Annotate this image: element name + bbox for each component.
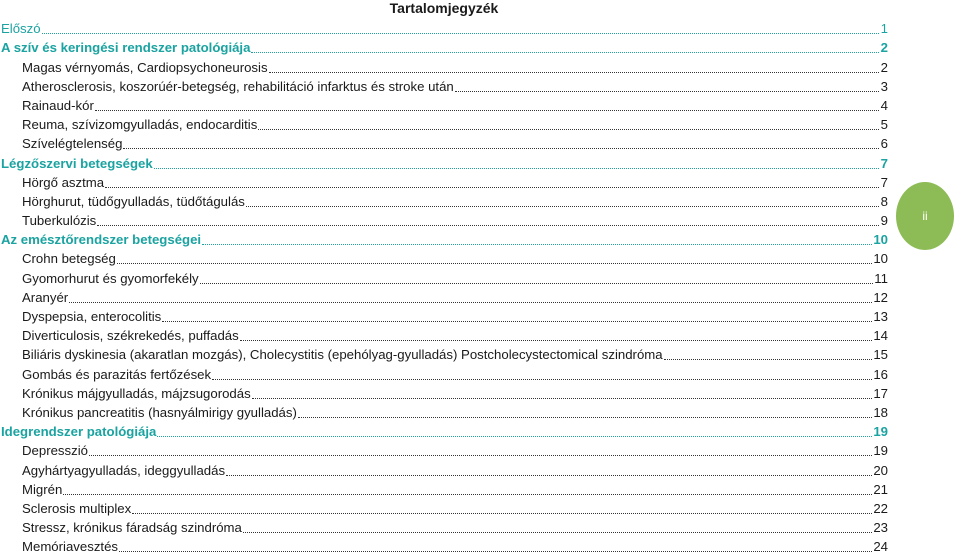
toc-entry-page: 2 bbox=[880, 40, 888, 56]
dot-leader bbox=[246, 204, 879, 207]
dot-leader bbox=[97, 223, 879, 226]
toc-entry[interactable] bbox=[0, 114, 888, 133]
toc-entry-page: 5 bbox=[880, 117, 888, 133]
toc-entry[interactable] bbox=[0, 440, 888, 459]
toc-entry-label: Migrén bbox=[22, 481, 63, 497]
toc-entry-label: Sclerosis multiplex bbox=[22, 500, 132, 516]
toc-entry[interactable] bbox=[0, 498, 888, 517]
toc-entry-page: 23 bbox=[873, 520, 888, 536]
toc-entry[interactable] bbox=[0, 536, 888, 555]
toc-entry-label: Memóriavesztés bbox=[22, 539, 119, 555]
toc-entry[interactable] bbox=[0, 172, 888, 191]
toc-entry-label: A szív és keringési rendszer patológiája bbox=[1, 40, 251, 56]
dot-leader bbox=[258, 127, 879, 130]
toc-entry-label: Dyspepsia, enterocolitis bbox=[22, 309, 162, 324]
toc-entry[interactable] bbox=[0, 133, 888, 152]
dot-leader bbox=[269, 70, 879, 73]
toc-entry-page: 4 bbox=[880, 97, 888, 113]
toc-entry-label: Hörgő asztma bbox=[22, 174, 105, 190]
toc-entry[interactable] bbox=[0, 479, 888, 498]
dot-leader bbox=[69, 300, 872, 303]
dot-leader bbox=[226, 473, 872, 476]
toc-entry-page: 12 bbox=[873, 289, 888, 305]
toc-entry[interactable] bbox=[0, 325, 888, 344]
toc-entry[interactable] bbox=[0, 18, 888, 37]
toc-entry-page: 7 bbox=[880, 155, 888, 171]
dot-leader bbox=[162, 319, 872, 322]
dot-leader bbox=[89, 453, 872, 456]
toc-entry-page: 18 bbox=[873, 404, 888, 420]
dot-leader bbox=[157, 434, 872, 437]
toc-entry-page: 24 bbox=[873, 539, 888, 555]
toc-entry[interactable] bbox=[0, 363, 888, 382]
toc-entry-label: Gyomorhurut és gyomorfekély bbox=[22, 270, 199, 286]
dot-leader bbox=[455, 89, 879, 92]
dot-leader bbox=[240, 338, 873, 341]
dot-leader bbox=[154, 166, 879, 169]
toc-entry-label: Aranyér bbox=[22, 289, 69, 305]
toc-entry-label: Crohn betegség bbox=[22, 251, 116, 267]
dot-leader bbox=[202, 242, 872, 245]
toc-entry-page: 6 bbox=[880, 136, 888, 152]
toc-entry-page: 16 bbox=[873, 366, 888, 382]
toc-entry[interactable] bbox=[0, 402, 888, 421]
toc-entry-page: 3 bbox=[880, 78, 888, 94]
table-of-contents bbox=[0, 18, 888, 555]
toc-entry-label: Hörghurut, tüdőgyulladás, tüdőtágulás bbox=[22, 193, 245, 209]
toc-entry-page: 8 bbox=[880, 193, 888, 209]
toc-entry[interactable] bbox=[0, 383, 888, 402]
dot-leader bbox=[212, 377, 872, 380]
dot-leader bbox=[200, 281, 874, 284]
dot-leader bbox=[105, 185, 879, 188]
toc-entry[interactable] bbox=[0, 517, 888, 536]
toc-entry-label: Diverticulosis, székrekedés, puffadás bbox=[22, 328, 239, 344]
toc-entry[interactable] bbox=[0, 37, 888, 56]
toc-entry-label: Atherosclerosis, koszorúér-betegség, rehabilitáció infarktus és stroke után bbox=[22, 78, 454, 94]
toc-entry[interactable] bbox=[0, 229, 888, 248]
toc-entry-label: Légzőszervi betegségek bbox=[1, 155, 153, 171]
toc-entry-page: 22 bbox=[873, 500, 888, 516]
toc-entry-label: Tuberkulózis bbox=[22, 213, 97, 229]
toc-entry-label: Agyhártyagyulladás, ideggyulladás bbox=[22, 462, 226, 478]
dot-leader bbox=[123, 146, 879, 149]
toc-entry-label: Az emésztőrendszer betegségei bbox=[1, 232, 202, 248]
toc-entry-page: 9 bbox=[880, 213, 888, 229]
toc-entry-label: Stressz, krónikus fáradság szindróma bbox=[22, 520, 242, 536]
toc-entry[interactable] bbox=[0, 56, 888, 75]
toc-entry[interactable] bbox=[0, 267, 888, 286]
toc-entry[interactable] bbox=[0, 76, 888, 95]
toc-entry-page: 19 bbox=[873, 424, 888, 440]
toc-entry-label: Krónikus pancreatitis (hasnyálmirigy gyulladás) bbox=[22, 404, 297, 420]
toc-entry-label: Magas vérnyomás, Cardiopsychoneurosis bbox=[22, 59, 268, 75]
toc-entry-label: Rainaud-kór bbox=[22, 97, 94, 113]
toc-entry-page: 11 bbox=[874, 270, 888, 286]
dot-leader bbox=[298, 415, 872, 418]
toc-entry-page: 20 bbox=[873, 462, 888, 478]
toc-entry-page: 1 bbox=[880, 21, 888, 37]
toc-entry-label: Szívelégtelenség bbox=[22, 136, 123, 152]
toc-entry[interactable] bbox=[0, 210, 888, 229]
page-number-badge: ii bbox=[896, 182, 954, 250]
dot-leader bbox=[95, 108, 879, 111]
toc-entry-label: Idegrendszer patológiája bbox=[1, 424, 157, 440]
toc-entry[interactable] bbox=[0, 95, 888, 114]
toc-entry[interactable] bbox=[0, 306, 888, 325]
toc-entry-page: 14 bbox=[873, 328, 888, 344]
toc-entry-label: Gombás és parazitás fertőzések bbox=[22, 366, 212, 382]
dot-leader bbox=[252, 396, 873, 399]
toc-entry-page: 13 bbox=[873, 309, 888, 324]
toc-entry-label: Depresszió bbox=[22, 443, 88, 459]
toc-entry-page: 19 bbox=[873, 443, 888, 459]
toc-entry-page: 17 bbox=[873, 385, 888, 401]
dot-leader bbox=[243, 530, 872, 533]
dot-leader bbox=[664, 357, 873, 360]
toc-title: Tartalomjegyzék bbox=[389, 0, 499, 16]
toc-entry[interactable] bbox=[0, 344, 888, 363]
toc-entry[interactable] bbox=[0, 191, 888, 210]
toc-entry[interactable] bbox=[0, 248, 888, 267]
dot-leader bbox=[251, 50, 879, 53]
toc-entry[interactable] bbox=[0, 152, 888, 171]
dot-leader bbox=[42, 31, 879, 34]
toc-entry-label: Biliáris dyskinesia (akaratlan mozgás), Cholecystitis (epehólyag-gyulladás) Postcholecystectomical szindróma bbox=[22, 347, 663, 363]
toc-entry-page: 10 bbox=[873, 232, 888, 248]
toc-entry[interactable] bbox=[0, 287, 888, 306]
toc-entry-label: Reuma, szívizomgyulladás, endocarditis bbox=[22, 117, 258, 133]
toc-entry[interactable] bbox=[0, 421, 888, 440]
toc-entry-label: Előszó bbox=[1, 21, 41, 37]
dot-leader bbox=[63, 492, 872, 495]
toc-entry-page: 21 bbox=[873, 481, 888, 497]
toc-entry-page: 2 bbox=[880, 59, 888, 75]
dot-leader bbox=[117, 261, 872, 264]
toc-entry-label: Krónikus májgyulladás, májzsugorodás bbox=[22, 385, 251, 401]
toc-entry-page: 15 bbox=[873, 347, 888, 363]
toc-entry-page: 7 bbox=[880, 174, 888, 190]
toc-entry-page: 10 bbox=[873, 251, 888, 267]
dot-leader bbox=[132, 511, 872, 514]
toc-entry[interactable] bbox=[0, 459, 888, 478]
